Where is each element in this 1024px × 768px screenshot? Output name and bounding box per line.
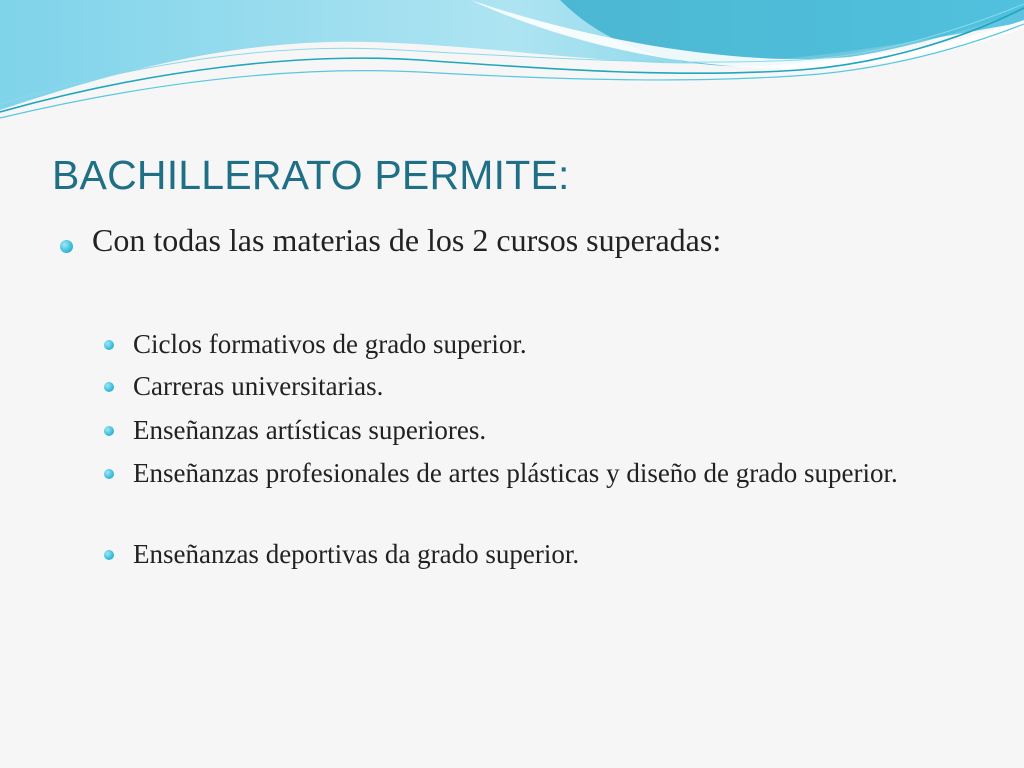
bullet-icon bbox=[104, 382, 114, 392]
bullet-icon bbox=[104, 340, 114, 350]
sub-bullet-text: Ciclos formativos de grado superior. bbox=[133, 329, 527, 359]
bullet-icon bbox=[60, 240, 73, 253]
slide-title: BACHILLERATO PERMITE: bbox=[52, 152, 570, 198]
sub-bullet-text: Enseñanzas deportivas da grado superior. bbox=[133, 539, 580, 569]
bullet-icon bbox=[104, 426, 114, 436]
main-bullet-text: Con todas las materias de los 2 cursos superadas: bbox=[92, 222, 722, 258]
bullet-icon bbox=[104, 550, 114, 560]
sub-bullet-text: Enseñanzas artísticas superiores. bbox=[133, 415, 487, 445]
sub-bullet-text: Enseñanzas profesionales de artes plásticas y diseño de grado superior. bbox=[133, 458, 898, 488]
bullet-icon bbox=[104, 469, 114, 479]
header-wave-decoration bbox=[0, 0, 1024, 130]
sub-bullet-text: Carreras universitarias. bbox=[133, 371, 384, 401]
